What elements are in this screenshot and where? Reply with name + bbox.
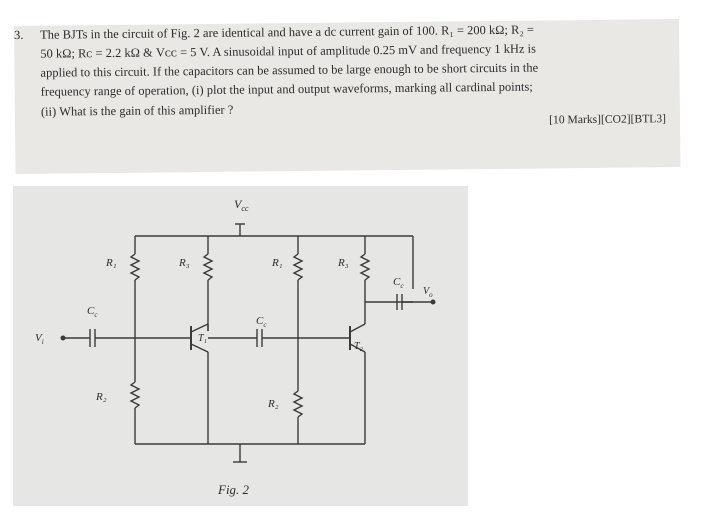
- r1-left-resistor: [131, 254, 139, 280]
- question-line-1: The BJTs in the circuit of Fig. 2 are identical and have a dc current gain of 100. R₁ = 200 kΩ; R₂ =: [40, 22, 535, 42]
- question-line-5: (ii) What is the gain of this amplifier ?: [40, 102, 234, 119]
- circuit-diagram: [13, 186, 468, 506]
- cc-in-label: $C_c$: [87, 305, 98, 319]
- figure-panel: [13, 186, 468, 506]
- t2-label: T₂: [354, 341, 364, 352]
- t1-emitter: [191, 344, 208, 352]
- cc-out-label: $C_c$: [393, 276, 404, 290]
- r1-right-resistor: [294, 254, 302, 280]
- r2-left-label: R₂: [96, 391, 107, 403]
- t1-collector: [191, 324, 208, 332]
- vi-label: $V_i$: [35, 332, 44, 346]
- question-card: [14, 19, 681, 174]
- t1-label: T₁: [198, 333, 208, 344]
- cc-mid-label: $C_c$: [256, 315, 267, 329]
- question-line-3: applied to this circuit. If the capacitors can be assumed to be large enough to be short circuits in the: [40, 60, 539, 80]
- marks-label: [10 Marks][CO2][BTL3]: [549, 112, 667, 127]
- r3-right-resistor: [361, 254, 369, 280]
- r3-right-label: R₃: [338, 257, 349, 269]
- vo-label: $V_o$: [423, 286, 433, 299]
- vcc-label: $V_{cc}$: [234, 197, 249, 213]
- vi-terminal: [61, 336, 65, 340]
- r3-left-resistor: [204, 254, 212, 280]
- r1-right-label: R₁: [272, 257, 283, 269]
- r2-left-resistor: [131, 382, 139, 408]
- vo-terminal: [431, 300, 435, 304]
- r3-left-label: R₃: [179, 257, 190, 269]
- r2-right-resistor: [294, 391, 302, 417]
- question-line-2: 50 kΩ; Rᴄ = 2.2 kΩ & Vᴄᴄ = 5 V. A sinusoidal input of amplitude 0.25 mV and frequency 1 kHz is: [40, 41, 537, 61]
- question-number: 3.: [14, 27, 24, 42]
- r1-left-label: R₁: [106, 257, 117, 269]
- question-line-4: frequency range of operation, (i) plot the input and output waveforms, marking all cardinal points;: [40, 79, 533, 99]
- figure-caption: Fig. 2: [218, 482, 250, 497]
- t2-collector: [350, 324, 365, 332]
- r2-right-label: R₂: [268, 398, 279, 410]
